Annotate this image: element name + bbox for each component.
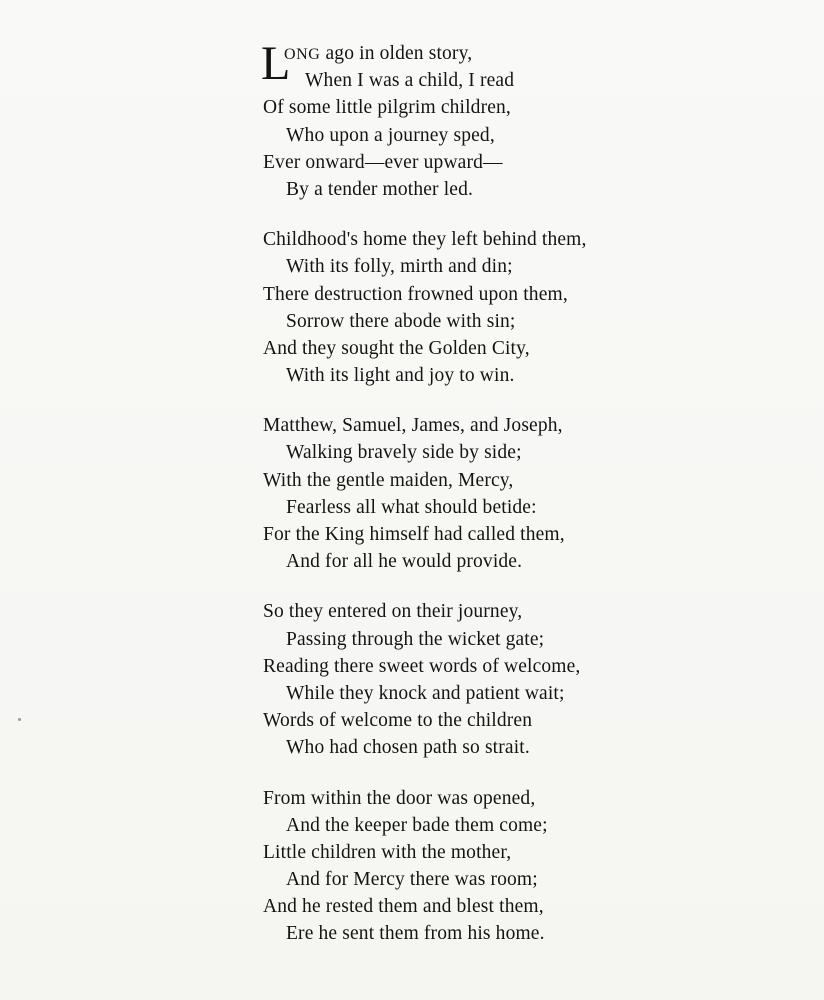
poem-line: So they entered on their journey, (263, 601, 523, 623)
poem-line: Walking bravely side by side; (286, 442, 522, 464)
paper-speck (18, 718, 21, 721)
first-line-rest: ago in olden story, (320, 43, 473, 64)
poem-line: And for all he would provide. (286, 551, 523, 573)
stanza-3 (263, 412, 783, 575)
poem-line: And he rested them and blest them, (263, 896, 544, 918)
poem-line: Reading there sweet words of welcome, (263, 655, 581, 677)
poem-line: Who had chosen path so strait. (286, 737, 530, 759)
poem (261, 37, 783, 971)
poem-line: And the keeper bade them come; (286, 814, 548, 836)
poem-line: From within the door was opened, (263, 787, 536, 809)
stanza-2 (263, 226, 783, 389)
poem-line: Ever onward—ever upward— (263, 151, 503, 173)
stanza-5 (263, 785, 783, 948)
poem-line: For the King himself had called them, (263, 524, 565, 545)
poem-line: By a tender mother led. (286, 178, 474, 200)
poem-line: There destruction frowned upon them, (263, 283, 568, 305)
first-line-smallcaps: ONG (284, 46, 321, 63)
poem-line: Childhood's home they left behind them, (263, 229, 587, 251)
stanza-1 (261, 37, 783, 203)
poem-line: Sorrow there abode with sin; (286, 310, 516, 332)
poem-line: Of some little pilgrim children, (263, 97, 511, 119)
poem-line (263, 40, 783, 67)
stanza-4 (263, 598, 783, 761)
drop-cap: L (261, 37, 291, 90)
poem-line: With its folly, mirth and din; (286, 256, 513, 278)
poem-line: While they knock and patient wait; (286, 682, 565, 704)
poem-line: Passing through the wicket gate; (286, 628, 545, 650)
poem-line: Little children with the mother, (263, 841, 512, 863)
poem-line: Ere he sent them from his home. (286, 923, 545, 945)
poem-line: Who upon a journey sped, (286, 124, 495, 146)
poem-line: Words of welcome to the children (263, 710, 533, 732)
poem-line: When I was a child, I read (305, 70, 515, 92)
poem-line: And they sought the Golden City, (263, 337, 530, 359)
first-line-group (261, 37, 783, 94)
poem-line: With its light and joy to win. (286, 365, 515, 387)
poem-line: And for Mercy there was room; (286, 869, 538, 891)
poem-line: Fearless all what should betide: (286, 496, 537, 518)
poem-line: Matthew, Samuel, James, and Joseph, (263, 415, 563, 437)
poem-line: With the gentle maiden, Mercy, (263, 469, 514, 491)
